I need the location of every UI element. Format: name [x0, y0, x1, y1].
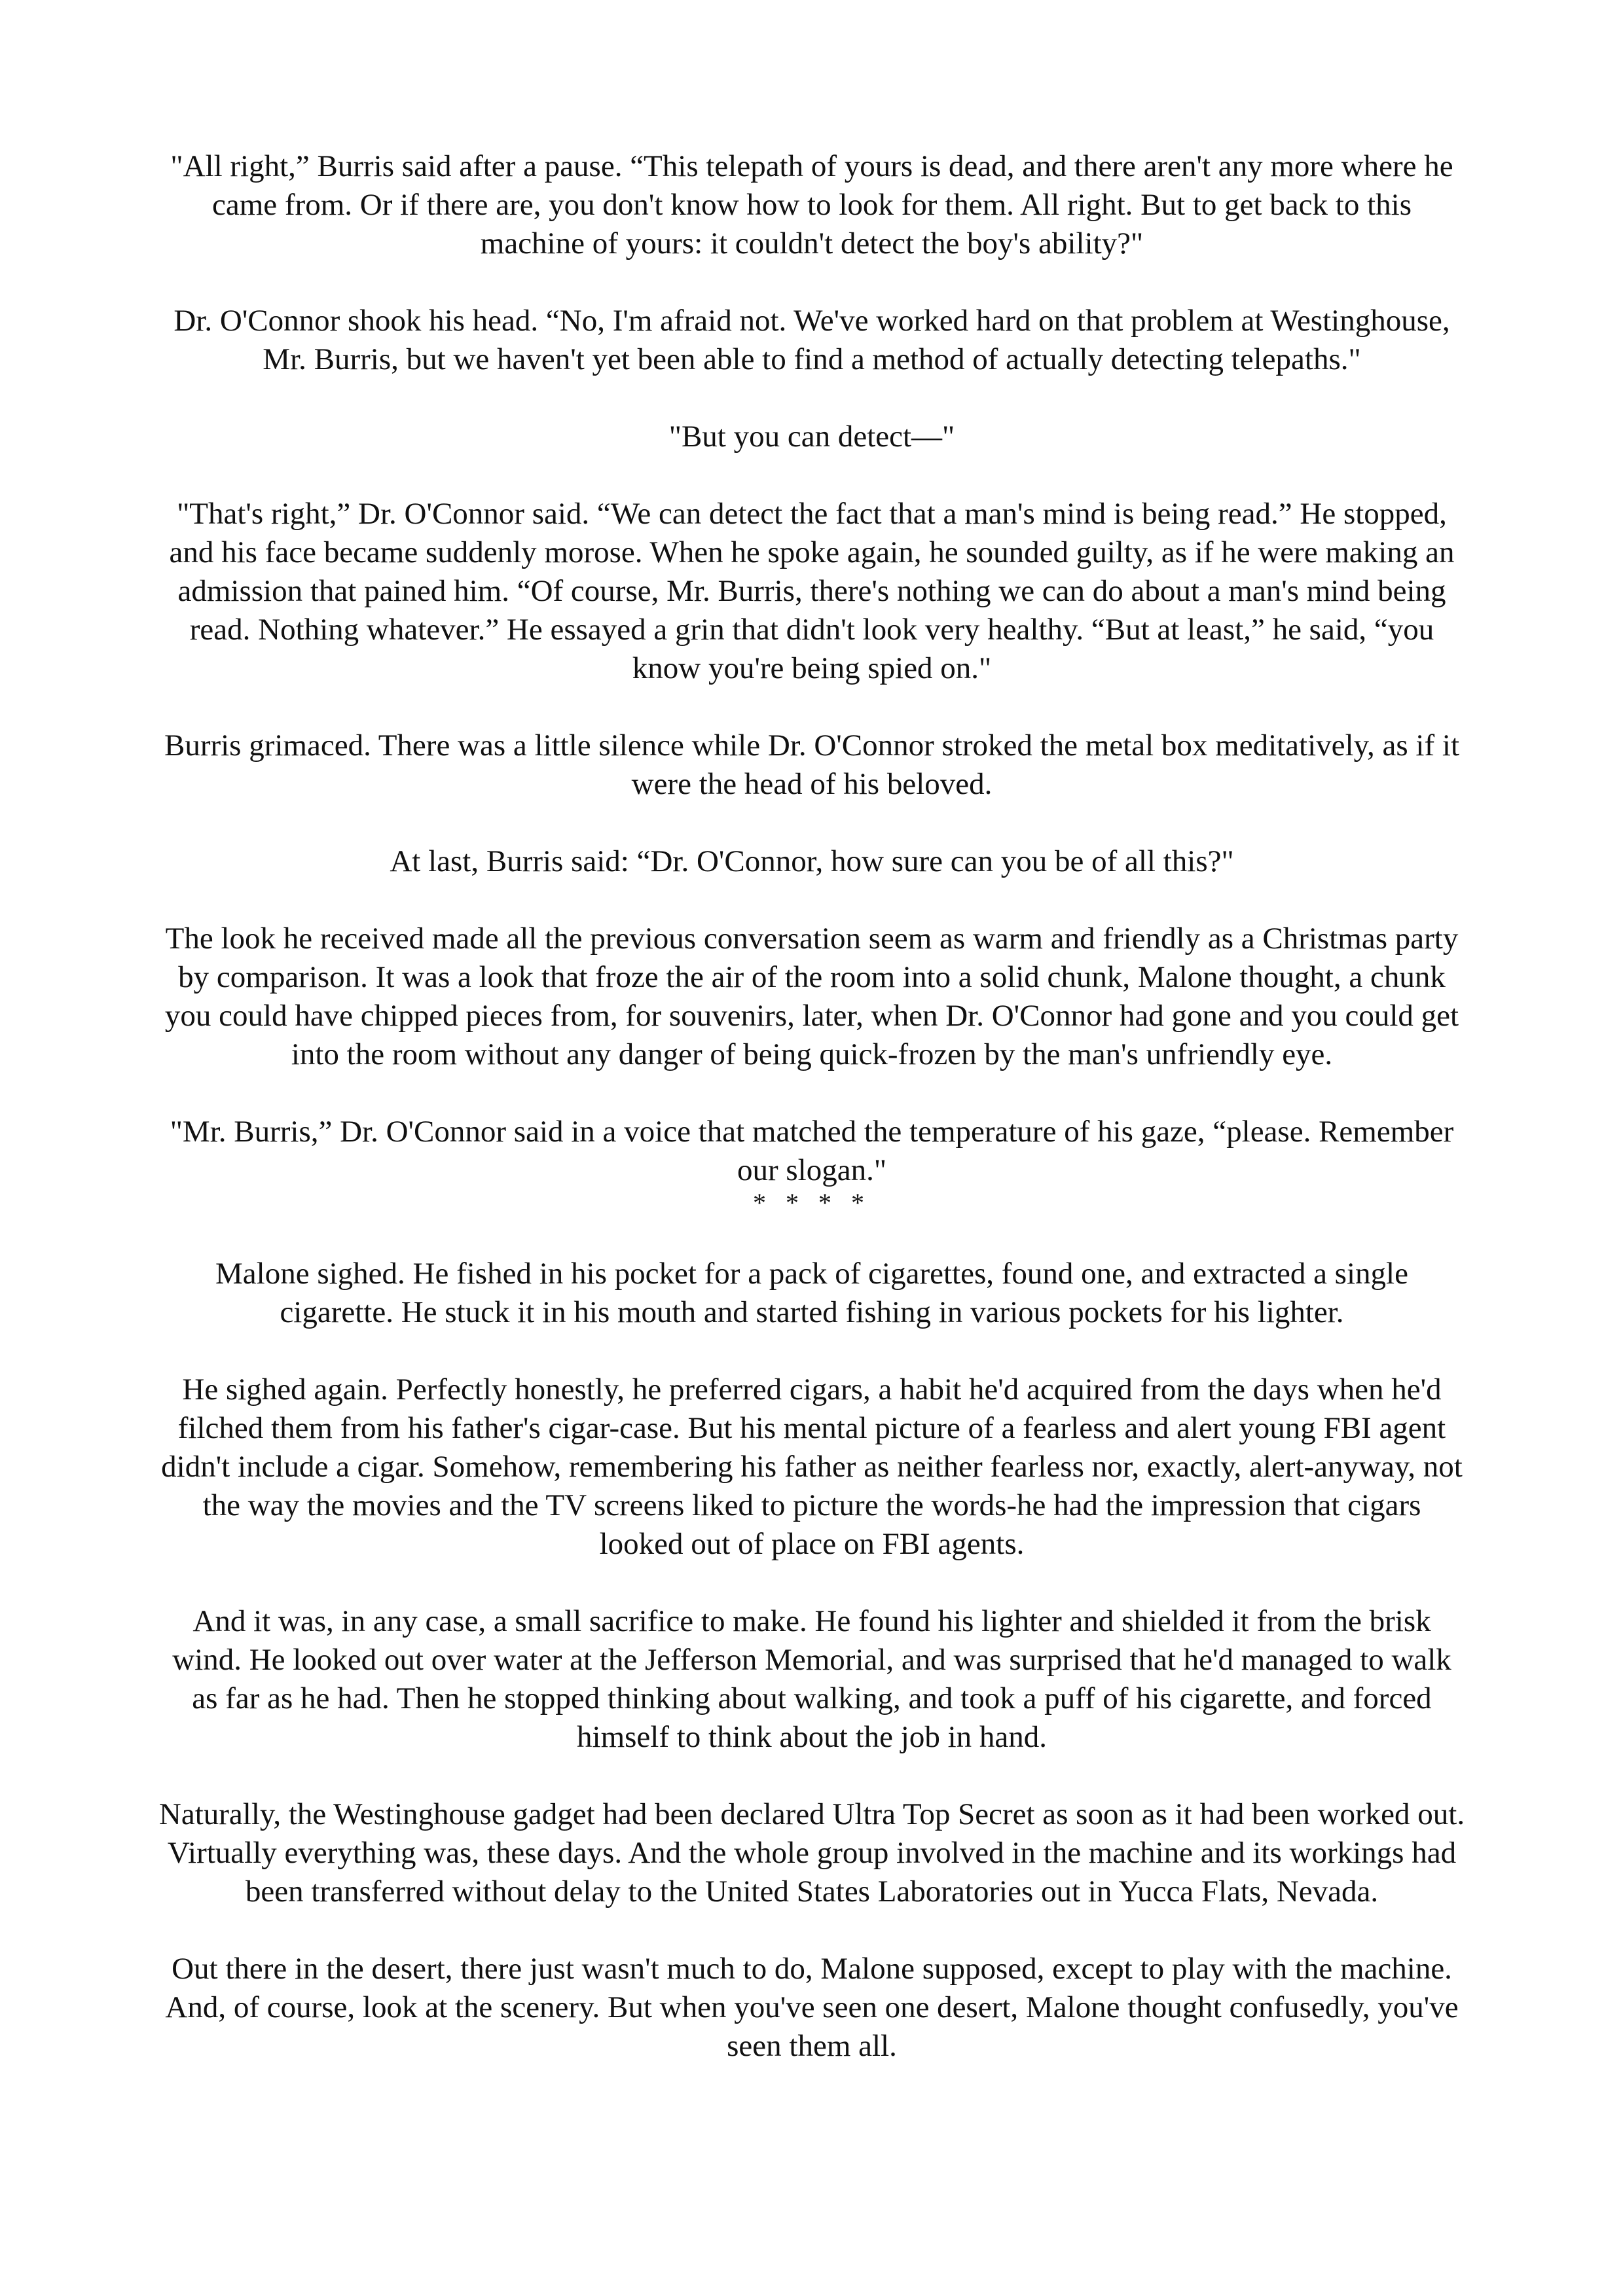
- document-body: [157, 147, 1467, 2104]
- paragraph: Dr. O'Connor shook his head. “No, I'm afraid not. We've worked hard on that problem at Westinghouse, Mr. Burris, but we haven't yet been able to find a method of actually detecting telepaths.": [173, 304, 1450, 376]
- paragraph: "But you can detect—": [668, 420, 955, 454]
- paragraph: Burris grimaced. There was a little silence while Dr. O'Connor stroked the metal box meditatively, as if it were the head of his beloved.: [164, 728, 1460, 801]
- paragraph: And it was, in any case, a small sacrifice to make. He found his lighter and shielded it from the brisk wind. He looked out over water at the Jefferson Memorial, and was surprised that he'd managed to walk as far as he had. Then he stopped thinking about walking, and took a puff of his cigarette, and forced himself to think about the job in hand.: [172, 1604, 1451, 1754]
- paragraph: Malone sighed. He fished in his pocket for a pack of cigarettes, found one, and extracted a single cigarette. He stuck it in his mouth and started fishing in various pockets for his lighter.: [215, 1257, 1408, 1329]
- paragraph: "Mr. Burris,” Dr. O'Connor said in a voice that matched the temperature of his gaze, “please. Remember our slogan.": [170, 1115, 1454, 1187]
- paragraph: "All right,” Burris said after a pause. “This telepath of yours is dead, and there aren't any more where he came from. Or if there are, you don't know how to look for them. All right. But to get back to this machine of yours: it couldn't detect the boy's ability?": [170, 149, 1453, 260]
- paragraph: The look he received made all the previous conversation seem as warm and friendly as a Christmas party by comparison. It was a look that froze the air of the room into a solid chunk, Malone thought, a chunk you could have chipped pieces from, for souvenirs, later, when Dr. O'Connor had gone and you could get into the room without any danger of being quick-frozen by the man's unfriendly eye.: [164, 922, 1459, 1071]
- paragraph: Naturally, the Westinghouse gadget had been declared Ultra Top Secret as soon as it had been worked out. Virtually everything was, these days. And the whole group involved in the machine and its workings had been transferred without delay to the United States Laboratories out in Yucca Flats, Nevada.: [158, 1797, 1465, 1909]
- paragraph: Out there in the desert, there just wasn't much to do, Malone supposed, except to play with the machine. And, of course, look at the scenery. But when you've seen one desert, Malone thought confusedly, you've seen them all.: [165, 1952, 1459, 2063]
- paragraph: He sighed again. Perfectly honestly, he preferred cigars, a habit he'd acquired from the days when he'd filched them from his father's cigar-case. But his mental picture of a fearless and alert young FBI agent didn't include a cigar. Somehow, remembering his father as neither fearless nor, exactly, alert-anyway, not the way the movies and the TV screens liked to picture the words-he had the impression that cigars looked out of place on FBI agents.: [161, 1372, 1463, 1561]
- paragraph: "That's right,” Dr. O'Connor said. “We can detect the fact that a man's mind is being read.” He stopped, and his face became suddenly morose. When he spoke again, he sounded guilty, as if he were making an admission that pained him. “Of course, Mr. Burris, there's nothing we can do about a man's mind being read. Nothing whatever.” He essayed a grin that didn't look very healthy. “But at least,” he said, “you know you're being spied on.": [169, 497, 1455, 685]
- section-separator: * * * *: [753, 1188, 871, 1217]
- paragraph: At last, Burris said: “Dr. O'Connor, how sure can you be of all this?": [390, 844, 1234, 878]
